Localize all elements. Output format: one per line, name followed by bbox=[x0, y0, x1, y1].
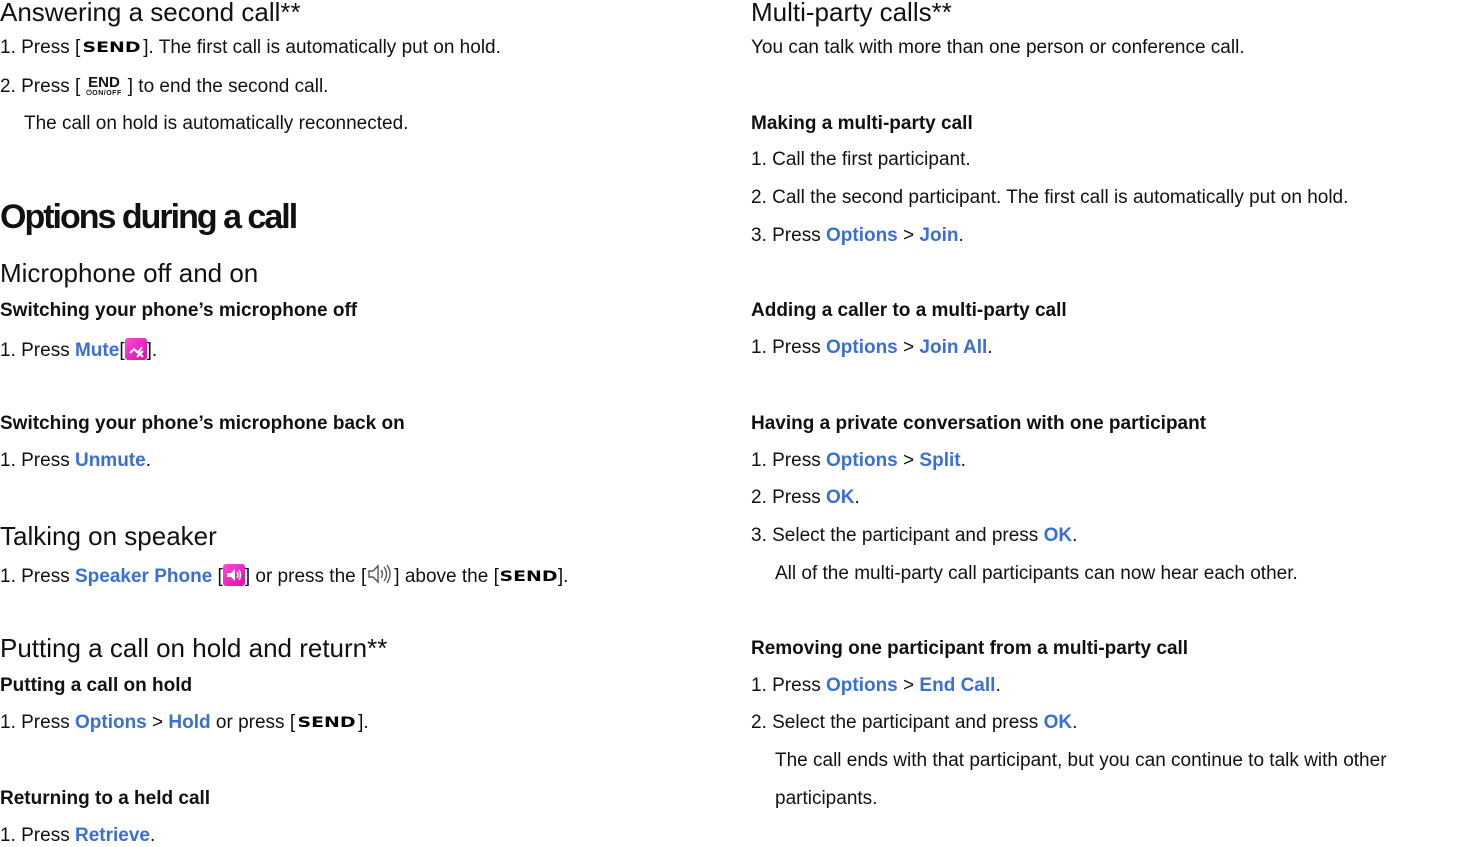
end-key-sub-text: ON/OFF bbox=[92, 90, 122, 97]
step-text: 1. Press bbox=[751, 450, 826, 471]
answer-step-2 bbox=[0, 76, 328, 98]
step-text: 1. Press bbox=[751, 337, 826, 358]
step-text: ]. bbox=[358, 712, 369, 734]
options-keyword: Options bbox=[825, 225, 898, 246]
making-step-3 bbox=[751, 225, 964, 247]
send-key-icon: SEND bbox=[82, 40, 141, 56]
mic-off-step: 1. Press Mute[ ]. bbox=[0, 340, 158, 361]
step-text: 1. Press bbox=[0, 450, 75, 471]
step-text: . bbox=[1072, 712, 1078, 733]
step-text: . bbox=[145, 450, 151, 471]
send-key-icon: SEND bbox=[297, 715, 356, 731]
removing-note-line-1: The call ends with that participant, but you can continue to talk with other bbox=[775, 750, 1387, 771]
split-keyword: Split bbox=[919, 450, 961, 471]
ok-keyword: OK bbox=[825, 487, 855, 508]
mute-keyword: Mute bbox=[74, 340, 120, 361]
step-text: 3. Press bbox=[751, 225, 826, 246]
removing-note-line-2: participants. bbox=[775, 788, 878, 809]
step-text: or press [ bbox=[210, 712, 296, 734]
step-text: . bbox=[854, 487, 860, 508]
step-text: ]. The first call is automatically put on hold. bbox=[143, 37, 501, 59]
return-step bbox=[0, 825, 155, 847]
ok-keyword: OK bbox=[1043, 712, 1073, 733]
mute-icon bbox=[125, 338, 147, 360]
step-text: ]. bbox=[146, 340, 158, 361]
step-text: . bbox=[1072, 525, 1078, 546]
making-step-2: 2. Call the second participant. The first call is automatically put on hold. bbox=[751, 187, 1349, 208]
step-text: 1. Press bbox=[0, 712, 75, 734]
end-key-icon bbox=[86, 76, 122, 98]
step-text: 1. Press bbox=[0, 566, 75, 587]
removing-step-2 bbox=[751, 712, 1077, 734]
separator: > bbox=[897, 337, 920, 358]
separator: > bbox=[897, 675, 920, 696]
end-key-sublabel: ⏻ON/OFF bbox=[86, 90, 122, 97]
hold-step bbox=[0, 712, 369, 734]
removing-heading: Removing one participant from a multi-party call bbox=[751, 638, 1189, 659]
unmute-keyword: Unmute bbox=[74, 450, 146, 471]
speaker-step: 1. Press Speaker Phone [ ] or press the [ ] above the [SEND]. bbox=[0, 563, 568, 591]
separator: > bbox=[146, 712, 169, 734]
options-keyword: Options bbox=[825, 675, 898, 696]
mic-on-step bbox=[0, 450, 151, 472]
join-keyword: Join bbox=[919, 225, 959, 246]
return-heading: Returning to a held call bbox=[0, 788, 211, 809]
making-step-1: 1. Call the first participant. bbox=[751, 149, 971, 170]
adding-heading: Adding a caller to a multi-party call bbox=[751, 300, 1067, 321]
multi-party-intro: You can talk with more than one person or conference call. bbox=[751, 37, 1245, 58]
hold-heading: Putting a call on hold bbox=[0, 675, 193, 696]
answer-second-call-title: Answering a second call** bbox=[0, 0, 301, 27]
making-heading: Making a multi-party call bbox=[751, 113, 973, 134]
step-text: 1. Press bbox=[0, 340, 75, 361]
microphone-title: Microphone off and on bbox=[0, 258, 259, 288]
end-call-keyword: End Call bbox=[919, 675, 996, 696]
options-keyword: Options bbox=[825, 337, 898, 358]
answer-step-1 bbox=[0, 37, 501, 59]
speaker-title: Talking on speaker bbox=[0, 521, 217, 551]
hold-keyword: Hold bbox=[168, 712, 211, 734]
step-text: . bbox=[958, 225, 964, 246]
step-text: ]. bbox=[557, 566, 569, 587]
step-text: 2. Press [ bbox=[0, 76, 81, 98]
step-text: 1. Press bbox=[751, 675, 826, 696]
mic-off-heading: Switching your phone’s microphone off bbox=[0, 300, 358, 321]
step-text: . bbox=[960, 450, 966, 471]
separator: > bbox=[897, 450, 920, 471]
private-note: All of the multi-party call participants can now hear each other. bbox=[775, 563, 1298, 584]
private-step-1 bbox=[751, 450, 966, 472]
step-text: 3. Select the participant and press bbox=[751, 525, 1044, 546]
options-during-call-title: Options during a call bbox=[0, 198, 297, 236]
speaker-volume-icon bbox=[366, 563, 394, 591]
step-text: 1. Press bbox=[0, 825, 75, 846]
options-keyword: Options bbox=[74, 712, 147, 734]
mic-on-heading: Switching your phone’s microphone back on bbox=[0, 413, 405, 434]
multi-party-title: Multi-party calls** bbox=[751, 0, 952, 27]
step-text: . bbox=[987, 337, 993, 358]
step-text: ] to end the second call. bbox=[127, 76, 329, 98]
step-text: 1. Press [ bbox=[0, 37, 81, 59]
answer-note: The call on hold is automatically reconnected. bbox=[24, 113, 409, 134]
end-key-label: END bbox=[88, 74, 120, 91]
adding-step-1 bbox=[751, 337, 993, 359]
separator: > bbox=[897, 225, 920, 246]
step-text: . bbox=[995, 675, 1001, 696]
private-step-2 bbox=[751, 487, 860, 509]
step-text: 2. Select the participant and press bbox=[751, 712, 1044, 733]
step-text: 2. Press bbox=[751, 487, 826, 508]
speaker-phone-icon bbox=[223, 564, 245, 586]
options-keyword: Options bbox=[825, 450, 898, 471]
step-text: . bbox=[149, 825, 156, 846]
ok-keyword: OK bbox=[1043, 525, 1073, 546]
hold-title: Putting a call on hold and return** bbox=[0, 633, 388, 663]
private-heading: Having a private conversation with one participant bbox=[751, 413, 1207, 434]
step-text: ] or press the [ bbox=[244, 566, 367, 587]
join-all-keyword: Join All bbox=[919, 337, 988, 358]
retrieve-keyword: Retrieve bbox=[74, 825, 150, 846]
removing-step-1 bbox=[751, 675, 1001, 697]
speaker-phone-keyword: Speaker Phone bbox=[74, 566, 213, 587]
private-step-3 bbox=[751, 525, 1077, 547]
step-text: ] above the [ bbox=[394, 566, 499, 587]
send-key-icon: SEND bbox=[499, 568, 558, 585]
